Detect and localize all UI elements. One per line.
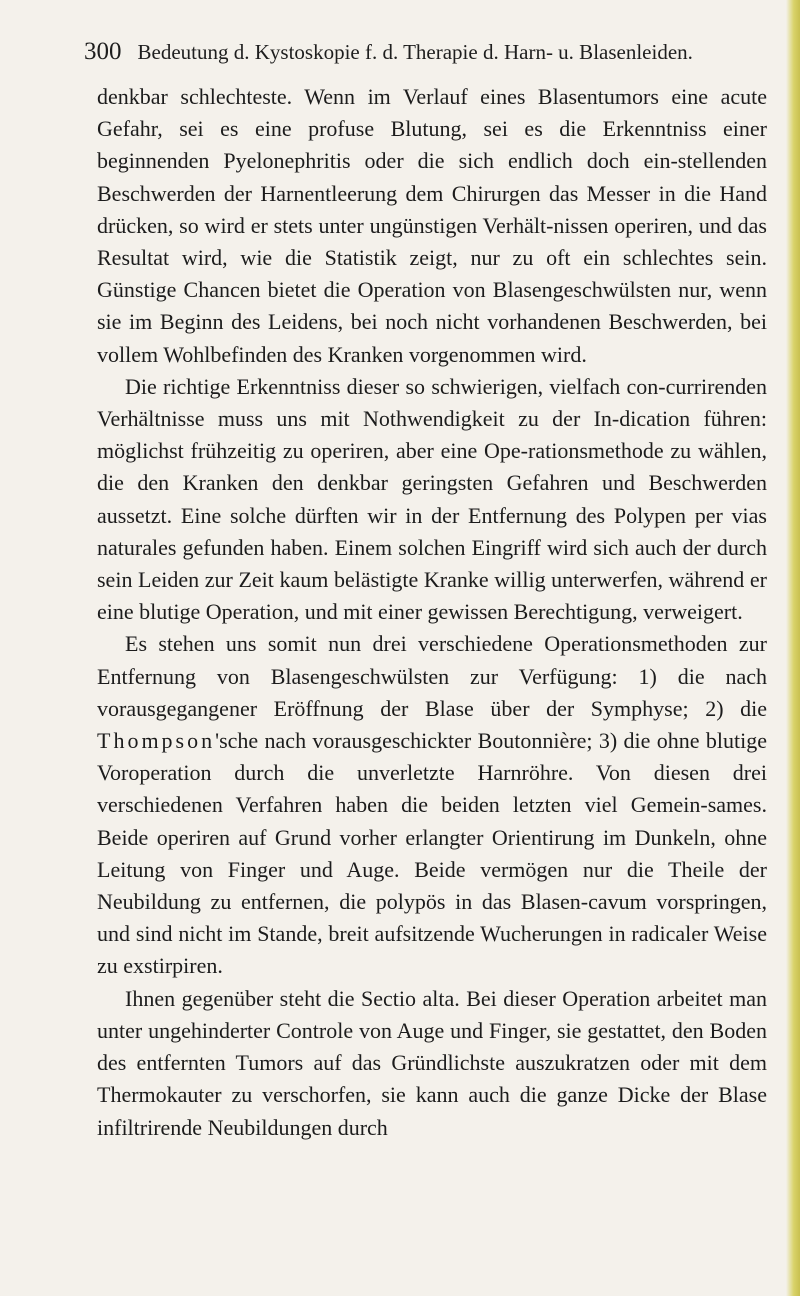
paragraph-3 (97, 628, 767, 982)
paragraph-1: denkbar schlechteste. Wenn im Verlauf eines Blasentumors eine acute Gefahr, sei es eine profuse Blutung, sei es die Erkenntniss einer beginnenden Pyelonephritis oder die sich endlich doch ein-stellenden Beschwerden der Harnentleerung dem Chirurgen das Messer in die Hand drücken, so wird er stets unter ungünstigen Verhält-nissen operiren, und das Resultat wird, wie die Statistik zeigt, nur zu oft ein schlechtes sein. Günstige Chancen bietet die Operation von Blasengeschwülsten nur, wenn sie im Beginn des Leidens, bei noch nicht vorhandenen Beschwerden, bei vollem Wohlbefinden des Kranken vorgenommen wird. (97, 84, 767, 367)
page-edge-shadow (786, 0, 800, 1296)
running-head: Bedeutung d. Kystoskopie f. d. Therapie d. Harn- u. Blasenleiden. (137, 40, 693, 64)
paragraph-3-text-after: 'sche nach vorausgeschickter Boutonnière; 3) die ohne blutige Voroperation durch die unverletzte Harnröhre. Von diesen drei verschiedenen Verfahren haben die beiden letzten viel Gemein-sames. Beide operiren auf Grund vorher erlangter Orientirung im Dunkeln, ohne Leitung von Finger und Auge. Beide vermögen nur die Theile der Neubildung zu entfernen, die polypös in das Blasen-cavum vorspringen, und sind nicht im Stande, breit aufsitzende Wucherungen in radicaler Weise zu exstirpiren. (97, 728, 767, 979)
page-number: 300 (84, 38, 122, 65)
page-header (84, 38, 784, 68)
paragraph-2: Die richtige Erkenntniss dieser so schwierigen, vielfach con-currirenden Verhältnisse muss uns mit Nothwendigkeit zu der In-dication führen: möglichst frühzeitig zu operiren, aber eine Ope-rationsmethode zu wählen, die den Kranken den denkbar geringsten Gefahren und Beschwerden aussetzt. Eine solche dürften wir in der Entfernung des Polypen per vias naturales gefunden haben. Einem solchen Eingriff wird sich auch der durch sein Leiden zur Zeit kaum belästigte Kranke willig unterwerfen, während er eine blutige Operation, und mit einer gewissen Berechtigung, verweigert. (97, 373, 767, 625)
paragraph-3-text-before: Es stehen uns somit nun drei verschiedene Operationsmethoden zur Entfernung von Blasengeschwülsten zur Verfügung: 1) die nach vorausgegangener Eröffnung der Blase über der Symphyse; 2) die (97, 631, 767, 721)
body-text (97, 81, 767, 1144)
person-name-thompson: Thompson (97, 728, 216, 754)
paragraph-4: Ihnen gegenüber steht die Sectio alta. Bei dieser Operation arbeitet man unter ungehinderter Controle von Auge und Finger, sie gestattet, den Boden des entfernten Tumors auf das Gründlichste auszukratzen oder mit dem Thermokauter zu verschorfen, sie kann auch die ganze Dicke der Blase infiltrirende Neubildungen durch (97, 985, 767, 1140)
